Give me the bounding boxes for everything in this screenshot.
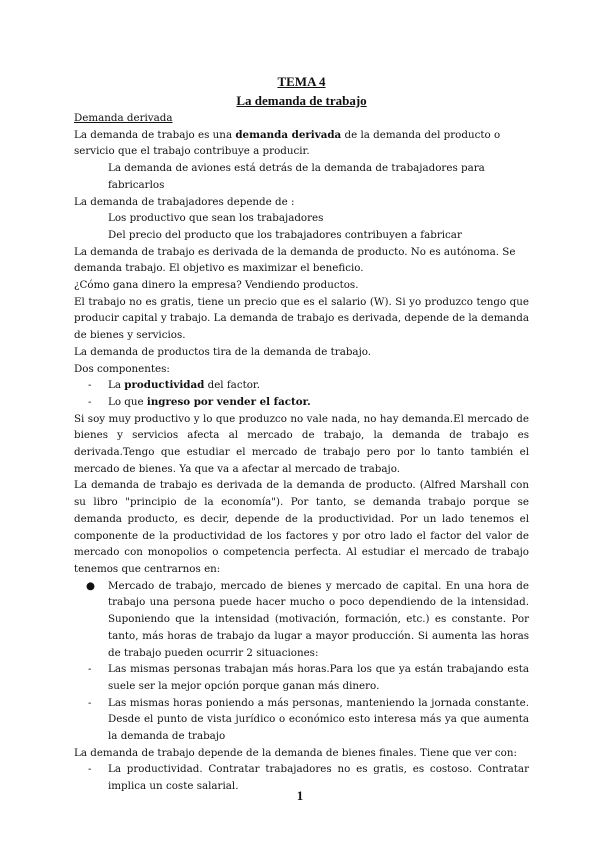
list-item-componente: - La productividad del factor. bbox=[74, 377, 529, 394]
dash-marker: - bbox=[88, 379, 92, 392]
list-item-componente: - Lo que ingreso por vender el factor. bbox=[74, 394, 529, 411]
paragraph-productivo: Si soy muy productivo y lo que produzco no vale nada, no hay demanda.El mercado de bienes y servicios afecta al mercado de trabajo, la demanda de trabajo es derivada.Tengo que estudiar el mercado de trabajo pero por lo tanto también el mercado de bienes. Ya que va a afectar al mercado de trabajo. bbox=[74, 412, 529, 475]
dash-marker: - bbox=[88, 763, 92, 776]
paragraph-no-gratis: El trabajo no es gratis, tiene un precio que es el salario (W). Si yo produzco tengo que producir capital y trabajo. La demanda de trabajo es derivada, depende de la demanda de bienes y servicios. bbox=[74, 295, 529, 342]
paragraph-demanda-derivada: La demanda de trabajo es una demanda derivada de la demanda del producto o servicio que el trabajo contribuye a producir. bbox=[74, 128, 501, 158]
list-item-situacion: - Las mismas horas poniendo a más personas, manteniendo la jornada constante. Desde el punto de vista jurídico o económico esto interesa más ya que aumenta la demanda de trabajo bbox=[88, 696, 529, 743]
paragraph-marshall: La demanda de trabajo es derivada de la demanda de producto. (Alfred Marshall con su libro "principio de la economía"). Por tanto, se demanda trabajo porque se demanda producto, es decir, depende de la productividad. Por un lado tenemos el componente de la productividad de los factores y por otro lado el factor del valor de mercado con monopolios o competencia perfecta. Al estudiar el mercado de trabajo tenemos que centrarnos en: bbox=[74, 479, 529, 575]
list-item-finales: - La productividad. Contratar trabajadores no es gratis, es costoso. Contratar implica un coste salarial. bbox=[88, 763, 529, 793]
dash-marker: - bbox=[88, 395, 92, 408]
list-item-situacion: - Las mismas personas trabajan más horas.Para los que ya están trabajando esta suele ser la mejor opción porque ganan más dinero. bbox=[88, 663, 529, 692]
bullet-dot: ● bbox=[86, 579, 95, 592]
page-number: 1 bbox=[296, 788, 304, 803]
page-title: TEMA 4 bbox=[277, 74, 326, 89]
section-heading: Demanda derivada bbox=[74, 112, 173, 124]
page-subtitle: La demanda de trabajo bbox=[236, 93, 367, 108]
page-content bbox=[74, 72, 529, 795]
dash-marker: - bbox=[88, 663, 92, 676]
paragraph-derivada: La demanda de trabajo es derivada de la demanda de producto. No es autónoma. Se demanda trabajo. El objetivo es maximizar el beneficio. bbox=[74, 245, 516, 275]
depends-intro: La demanda de trabajadores depende de : bbox=[74, 195, 295, 208]
dos-componentes: Dos componentes: bbox=[74, 362, 170, 375]
depends-item: Los productivo que sean los trabajadores bbox=[108, 212, 324, 225]
paragraph-como-gana: ¿Cómo gana dinero la empresa? Vendiendo productos. bbox=[74, 279, 359, 292]
paragraph-finales: La demanda de trabajo depende de la demanda de bienes finales. Tiene que ver con: bbox=[74, 746, 517, 759]
depends-item: Del precio del producto que los trabajadores contribuyen a fabricar bbox=[108, 228, 462, 241]
example-aviones: La demanda de aviones está detrás de la demanda de trabajadores para fabricarlos bbox=[108, 162, 485, 191]
dash-marker: - bbox=[88, 696, 92, 709]
paragraph-tira: La demanda de productos tira de la demanda de trabajo. bbox=[74, 345, 372, 358]
bullet-mercado: ● Mercado de trabajo, mercado de bienes y mercado de capital. En una hora de trabajo una persona puede hacer mucho o poco dependiendo de la intensidad. Suponiendo que la intensidad (motivación, formación, etc.) es constante. Por tanto, más horas de trabajo da lugar a mayor producción. Si aumenta las horas de trabajo pueden ocurrir 2 situaciones: bbox=[86, 579, 529, 659]
